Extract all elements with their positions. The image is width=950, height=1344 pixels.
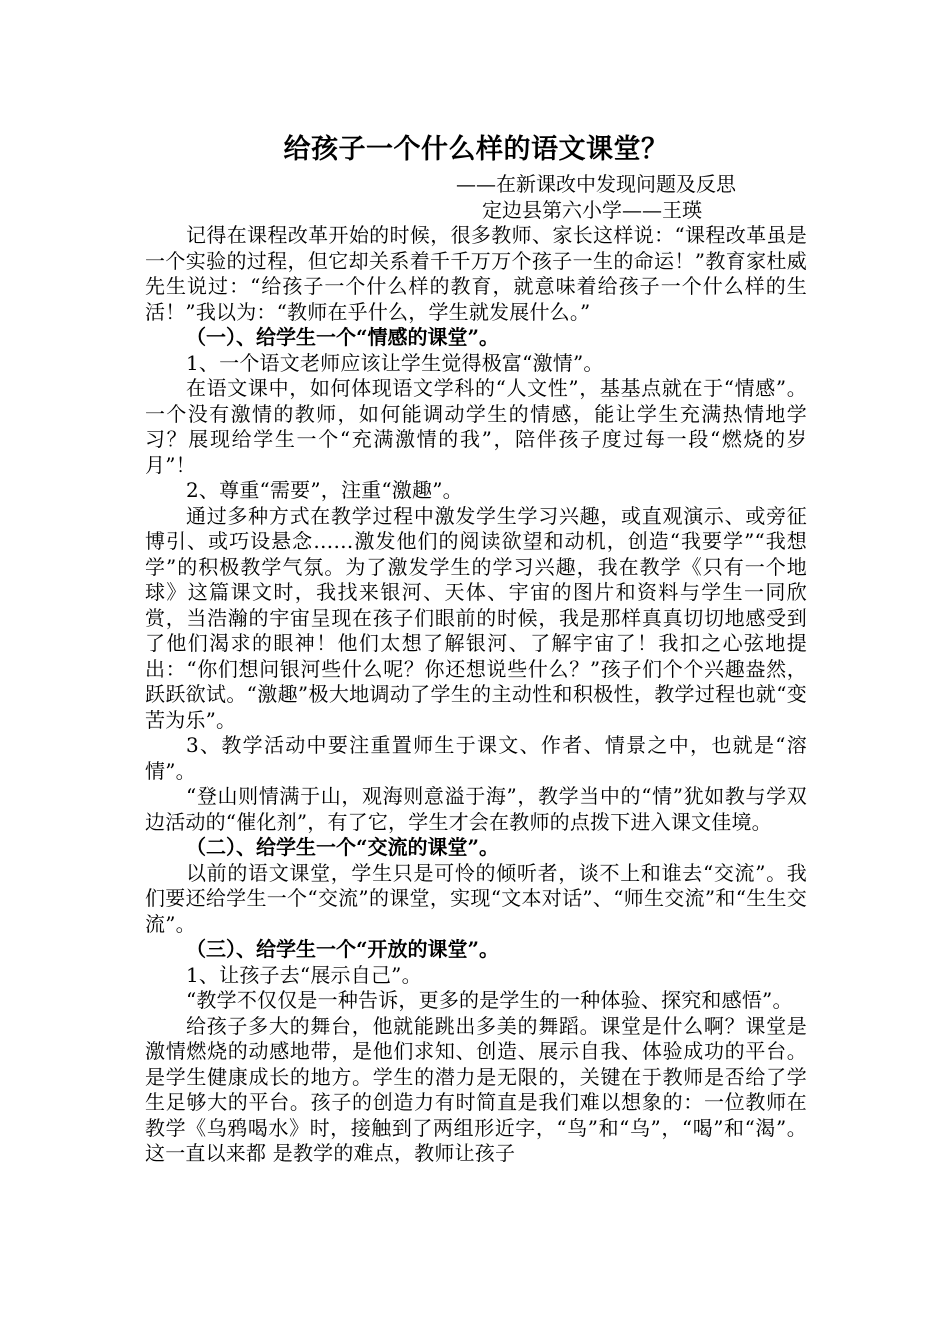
section-heading: （一）、给学生一个“情感的课堂”。 xyxy=(186,325,500,349)
paragraph: 3、教学活动中要注重置师生于课文、作者、情景之中，也就是“溶情”。 xyxy=(145,733,807,783)
document-body xyxy=(145,128,807,1167)
paragraph: “教学不仅仅是一种告诉，更多的是学生的一种体验、探究和感悟”。 xyxy=(186,988,793,1012)
paragraph: 在语文课中，如何体现语文学科的“人文性”，基基点就在于“情感”。一个没有激情的教师，如何能调动学生的情感，能让学生充满热情地学习？展现给学生一个“充满激情的我”，陪伴孩子度过每一段“燃烧的岁月”！ xyxy=(145,376,807,477)
paragraph: 1、一个语文老师应该让学生觉得极富“激情”。 xyxy=(186,350,604,375)
paragraph: “登山则情满于山，观海则意溢于海”，教学当中的“情”犹如教与学双边活动的“催化剂”，有了它，学生才会在教师的点拨下进入课文佳境。 xyxy=(145,784,807,834)
section-heading: （二）、给学生一个“交流的课堂”。 xyxy=(186,835,500,859)
paragraph: 记得在课程改革开始的时候，很多教师、家长这样说：“课程改革虽是一个实验的过程，但它却关系着千千万万个孩子一生的命运！”教育家杜威先生说过：“给孩子一个什么样的教育，就意味着给孩子一个什么样的生活！”我以为：“教师在乎什么，学生就发展什么。” xyxy=(145,223,807,324)
document-title: 给孩子一个什么样的语文课堂？ xyxy=(283,134,669,165)
paragraph: 以前的语文课堂，学生只是可怜的倾听者，谈不上和谁去“交流”。我们要还给学生一个“交流”的课堂，实现“文本对话”、“师生交流”和“生生交流”。 xyxy=(145,860,807,936)
document-subtitle: ——在新课改中发现问题及反思 xyxy=(456,172,736,196)
paragraph: 2、尊重“需要”，注重“激趣”。 xyxy=(186,478,463,502)
paragraph: 1、让孩子去“展示自己”。 xyxy=(186,962,422,987)
section-heading: （三）、给学生一个“开放的课堂”。 xyxy=(186,937,500,961)
paragraph: 通过多种方式在教学过程中激发学生学习兴趣，或直观演示、或旁征博引、或巧设悬念……激发他们的阅读欲望和动机，创造“我要学”“我想学”的积极教学气氛。为了激发学生的学习兴趣，我在教学《只有一个地球》这篇课文时，我找来银河、天体、宇宙的图片和资料与学生一同欣赏，当浩瀚的宇宙呈现在孩子们眼前的时候，我是那样真真切切地感受到了他们渴求的眼神！他们太想了解银河、了解宇宙了！我扣之心弦地提出：“你们想问银河些什么呢？你还想说些什么？”孩子们个个兴趣盎然，跃跃欲试。“激趣”极大地调动了学生的主动性和积极性，教学过程也就“变苦为乐”。 xyxy=(145,503,807,732)
paragraph: 给孩子多大的舞台，他就能跳出多美的舞蹈。课堂是什么啊？课堂是激情燃烧的动感地带，是他们求知、创造、展示自我、体验成功的平台。是学生健康成长的地方。学生的潜力是无限的，关键在于教师是否给了学生足够大的平台。孩子的创造力有时简直是我们难以想象的：一位教师在教学《乌鸦喝水》时，接触到了两组形近字，“鸟”和“乌”，“喝”和“渴”。这一直以来都 是教学的难点，教师让孩子 xyxy=(145,1013,807,1165)
document-author: 定边县第六小学——王瑛 xyxy=(482,197,702,222)
